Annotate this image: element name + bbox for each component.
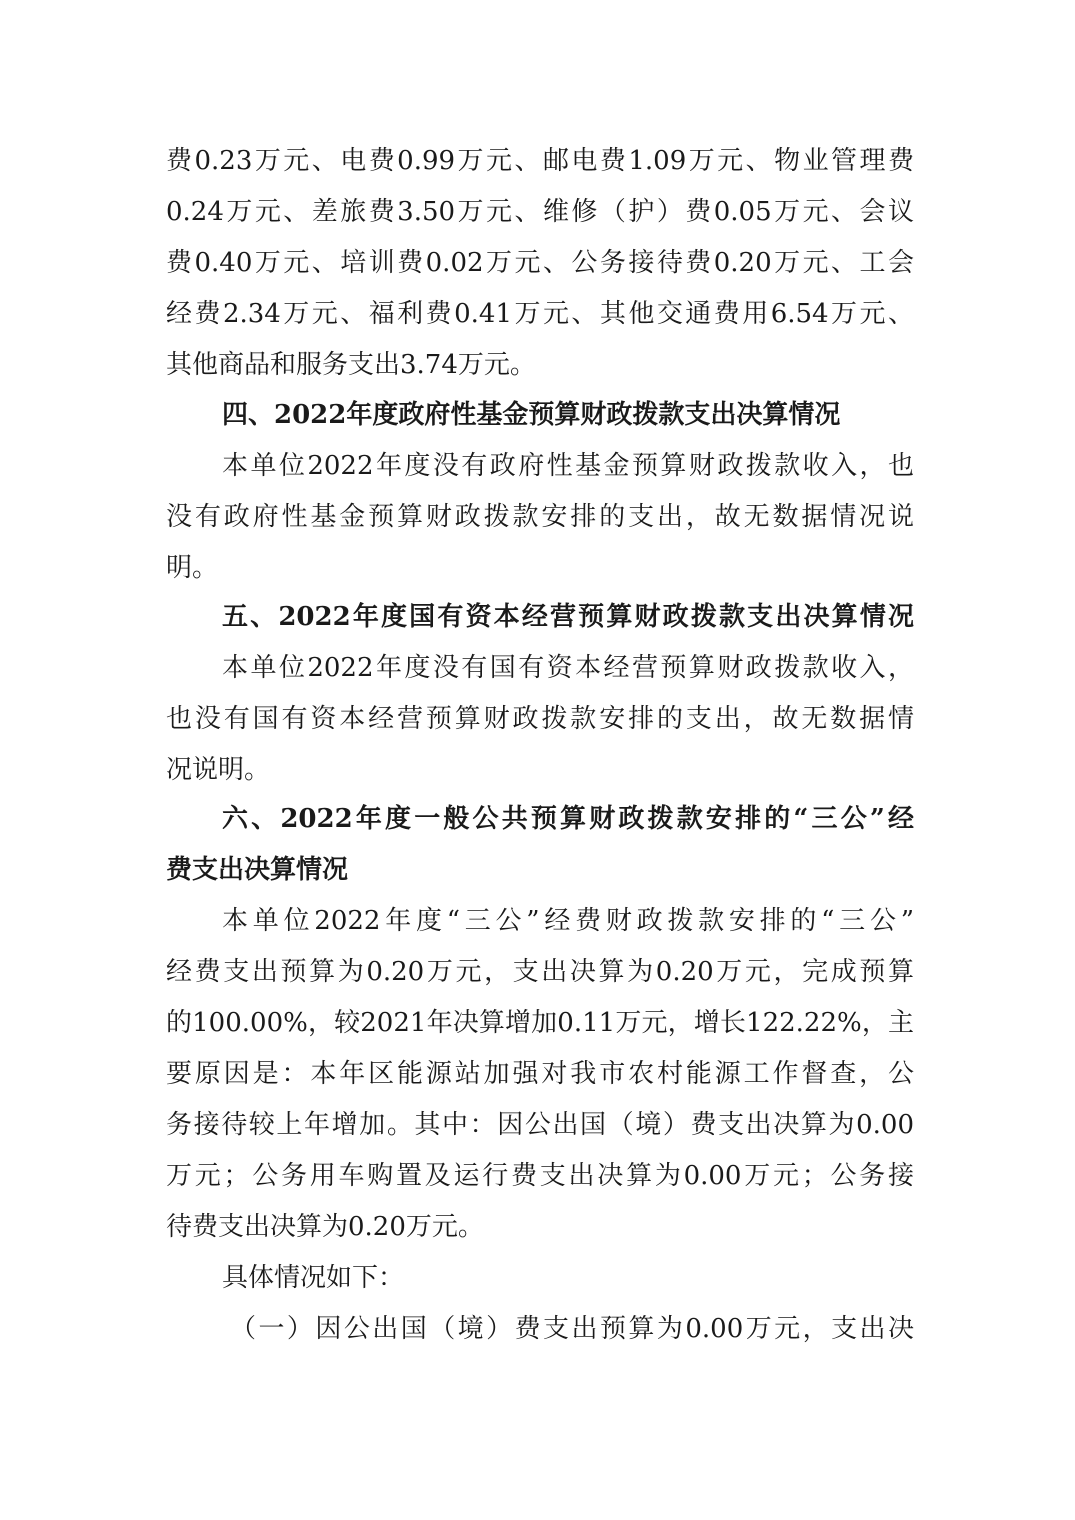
text-line: 经费2.34万元、福利费0.41万元、其他交通费用6.54万元、 bbox=[166, 299, 914, 329]
text-line: 其他商品和服务支出3.74万元。 bbox=[166, 350, 536, 380]
text-line: 本单位2022年度“三公”经费财政拨款安排的“三公” bbox=[222, 906, 914, 936]
text-line: 本单位2022年度没有国有资本经营预算财政拨款收入， bbox=[222, 653, 914, 683]
text-line: 万元；公务用车购置及运行费支出决算为0.00万元；公务接 bbox=[166, 1161, 914, 1191]
text-line: 0.24万元、差旅费3.50万元、维修（护）费0.05万元、会议 bbox=[166, 197, 914, 227]
expense-continued-paragraph bbox=[166, 136, 914, 391]
section-6 bbox=[166, 794, 914, 1355]
details-intro: 具体情况如下： bbox=[222, 1263, 405, 1293]
text-line: 经费支出预算为0.20万元，支出决算为0.20万元，完成预算 bbox=[166, 957, 914, 987]
text-line: 况说明。 bbox=[166, 755, 271, 785]
text-line: 费0.23万元、电费0.99万元、邮电费1.09万元、物业管理费 bbox=[166, 146, 914, 176]
section-4-heading: 四、2022年度政府性基金预算财政拨款支出决算情况 bbox=[222, 400, 841, 430]
section-5 bbox=[166, 592, 914, 796]
section-4 bbox=[166, 390, 914, 594]
text-line: 要原因是：本年区能源站加强对我市农村能源工作督查，公 bbox=[166, 1059, 914, 1089]
section-6-heading: 六、2022年度一般公共预算财政拨款安排的“三公”经 bbox=[222, 804, 914, 834]
section-5-heading: 五、2022年度国有资本经营预算财政拨款支出决算情况 bbox=[222, 602, 914, 632]
text-line: 费0.40万元、培训费0.02万元、公务接待费0.20万元、工会 bbox=[166, 248, 914, 278]
text-line: 本单位2022年度没有政府性基金预算财政拨款收入，也 bbox=[222, 451, 914, 481]
text-line: 没有政府性基金预算财政拨款安排的支出，故无数据情况说 bbox=[166, 502, 914, 532]
text-line: 的100.00%，较2021年决算增加0.11万元，增长122.22%，主 bbox=[166, 1008, 914, 1038]
text-line: 待费支出决算为0.20万元。 bbox=[166, 1212, 484, 1242]
section-6-heading-continued: 费支出决算情况 bbox=[166, 855, 349, 885]
text-line: 明。 bbox=[166, 553, 219, 583]
item-1-line: （一）因公出国（境）费支出预算为0.00万元，支出决 bbox=[230, 1314, 914, 1344]
text-line: 也没有国有资本经营预算财政拨款安排的支出，故无数据情 bbox=[166, 704, 914, 734]
text-line: 务接待较上年增加。其中：因公出国（境）费支出决算为0.00 bbox=[166, 1110, 914, 1140]
